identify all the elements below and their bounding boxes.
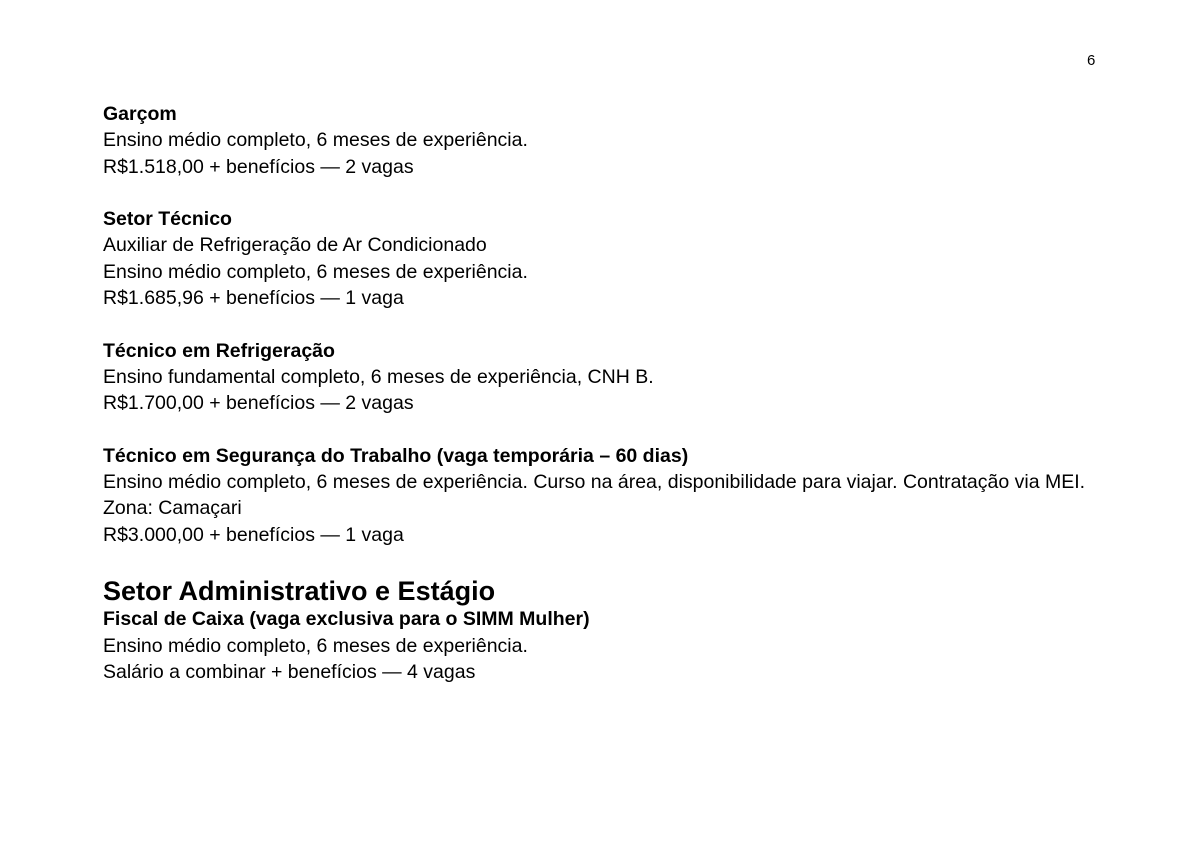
job-title: Técnico em Refrigeração [103, 339, 335, 362]
job-salary: R$1.518,00 + benefícios — 2 vagas [103, 155, 414, 178]
job-salary: R$3.000,00 + benefícios — 1 vaga [103, 523, 404, 546]
job-requirements: Ensino médio completo, 6 meses de experiência. Curso na área, disponibilidade para viajar. Contratação via MEI. [103, 471, 1086, 494]
job-title: Técnico em Segurança do Trabalho (vaga temporária – 60 dias) [103, 444, 689, 467]
job-salary: Salário a combinar + benefícios — 4 vagas [103, 660, 476, 683]
job-listings [103, 101, 1093, 685]
job-listing-tecnico-refrigeracao [103, 338, 1093, 417]
job-title: Setor Técnico [103, 208, 232, 231]
job-listing-tecnico-seguranca [103, 443, 1093, 548]
job-title: Garçom [103, 103, 177, 125]
job-requirements: Ensino médio completo, 6 meses de experiência. [103, 260, 528, 283]
job-requirements: Ensino médio completo, 6 meses de experiência. [103, 129, 528, 152]
job-listing-garcom [103, 101, 1093, 180]
job-role: Auxiliar de Refrigeração de Ar Condicionado [103, 234, 487, 257]
job-title: Fiscal de Caixa (vaga exclusiva para o SIMM Mulher) [103, 608, 590, 631]
section-heading: Setor Administrativo e Estágio [103, 576, 496, 607]
job-requirements: Ensino fundamental completo, 6 meses de experiência, CNH B. [103, 365, 654, 388]
job-zone: Zona: Camaçari [103, 497, 242, 520]
job-salary: R$1.700,00 + benefícios — 2 vagas [103, 392, 414, 415]
job-requirements: Ensino médio completo, 6 meses de experiência. [103, 634, 528, 657]
section-administrativo [103, 574, 1093, 685]
job-salary: R$1.685,96 + benefícios — 1 vaga [103, 287, 404, 310]
job-listing-setor-tecnico [103, 206, 1093, 311]
page-number: 6 [1087, 52, 1096, 69]
